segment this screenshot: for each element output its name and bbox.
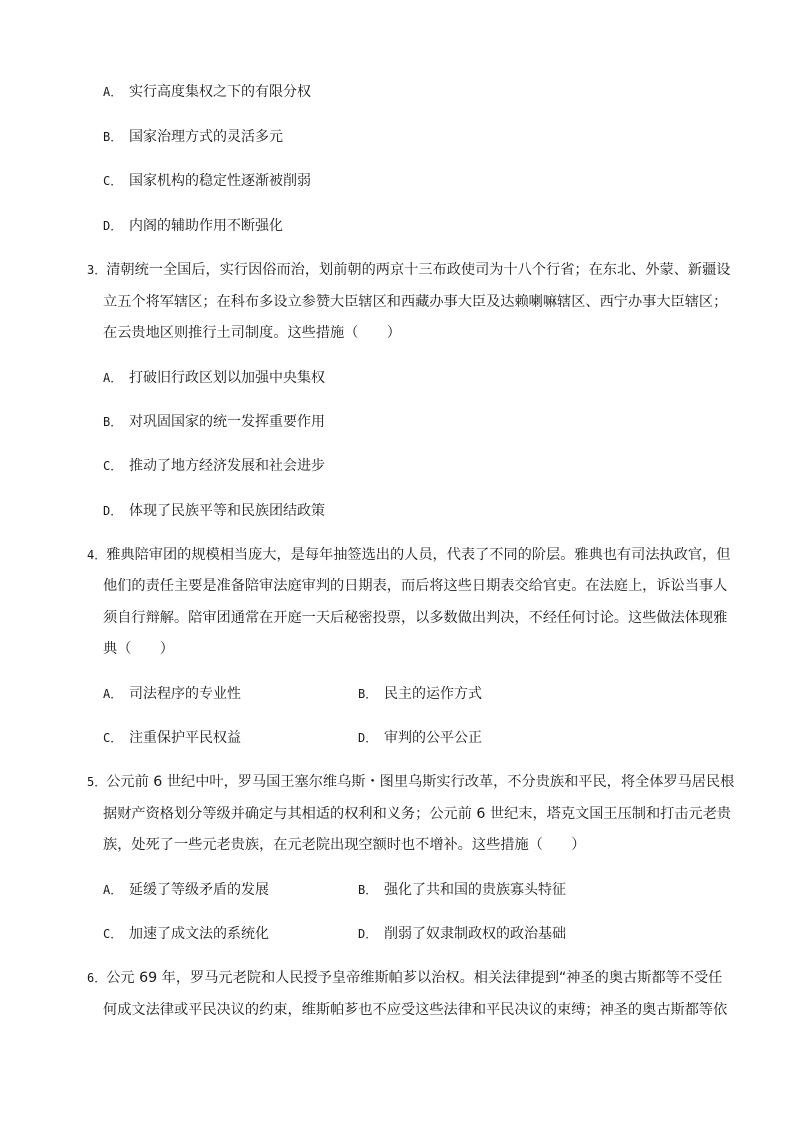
option-letter: C． [103,927,123,941]
option-text: 延缓了等级矛盾的发展 [129,882,269,898]
option-letter: C． [103,174,123,188]
option-text: 打破旧行政区划以加强中央集权 [129,370,325,386]
question-text: 清朝统一全国后，实行因俗而治，划前朝的两京十三布政使司为十八个行省；在东北、外蒙、新疆设 [106,262,731,278]
option-text: 审判的公平公正 [384,730,482,746]
q2-option-d[interactable] [103,216,283,236]
option-text: 国家机构的稳定性逐渐被削弱 [129,173,311,189]
q4-option-c[interactable] [103,728,241,748]
question-line: 典（ ） [103,641,174,657]
question-line [87,545,731,565]
option-letter: B． [358,883,378,897]
option-letter: B． [103,415,123,429]
question-line: 何成文法律或平民决议的约束，维斯帕芗也不应受这些法律和平民决议的束缚；神圣的奥古斯都等依 [103,1002,728,1018]
option-text: 强化了共和国的贵族寡头特征 [384,882,566,898]
q3-option-c[interactable] [103,456,325,476]
q3-option-a[interactable] [103,368,325,388]
option-text: 推动了地方经济发展和社会进步 [129,458,325,474]
option-text: 民主的运作方式 [384,686,482,702]
question-line: 立五个将军辖区；在科布多设立参赞大臣辖区和西藏办事大臣及达赖喇嘛辖区、西宁办事大臣辖区； [103,294,728,310]
question-line: 族，处死了一些元老贵族，在元老院出现空额时也不增补。这些措施（ ） [103,837,586,853]
question-text: 公元前 6 世纪中叶，罗马国王塞尔维乌斯・图里乌斯实行改革，不分贵族和平民，将全体罗马居民根 [106,774,735,790]
option-text: 国家治理方式的灵活多元 [129,129,283,145]
option-letter: B． [358,687,378,701]
option-text: 内阁的辅助作用不断强化 [129,218,283,234]
q3-option-d[interactable] [103,501,325,521]
q5-option-d[interactable] [358,924,566,944]
question-number: 5． [87,775,107,789]
option-letter: A． [103,85,123,99]
option-letter: B． [103,130,123,144]
q5-option-b[interactable] [358,880,566,900]
question-line [87,260,731,280]
option-letter: D． [103,504,123,518]
question-number: 6． [87,971,107,985]
option-text: 加速了成文法的系统化 [129,926,269,942]
question-line: 他们的责任主要是准备陪审法庭审判的日期表，而后将这些日期表交给官吏。在法庭上，诉讼当事人 [103,578,728,594]
question-line: 须自行辩解。陪审团通常在开庭一天后秘密投票，以多数做出判决，不经任何讨论。这些做法体现雅 [103,610,728,626]
option-letter: A． [103,371,123,385]
option-text: 司法程序的专业性 [129,686,241,702]
option-text: 削弱了奴隶制政权的政治基础 [384,926,566,942]
q4-option-d[interactable] [358,728,482,748]
q2-option-c[interactable] [103,171,311,191]
question-line: 在云贵地区则推行土司制度。这些措施（ ） [103,325,401,341]
option-letter: D． [103,219,123,233]
option-letter: C． [103,731,123,745]
question-line [87,968,722,988]
question-line: 据财产资格划分等级并确定与其相适的权利和义务；公元前 6 世纪末，塔克文国王压制和打击元老贵 [103,806,732,822]
option-letter: D． [358,731,378,745]
q2-option-a[interactable] [103,82,311,102]
q4-option-b[interactable] [358,684,482,704]
option-letter: A． [103,883,123,897]
option-text: 对巩固国家的统一发挥重要作用 [129,414,325,430]
option-text: 实行高度集权之下的有限分权 [129,84,311,100]
question-number: 3． [87,263,107,277]
q3-option-b[interactable] [103,412,325,432]
q4-option-a[interactable] [103,684,241,704]
q5-option-c[interactable] [103,924,269,944]
q2-option-b[interactable] [103,127,283,147]
option-letter: A． [103,687,123,701]
question-number: 4． [87,548,107,562]
option-letter: C． [103,459,123,473]
option-text: 体现了民族平等和民族团结政策 [129,503,325,519]
q5-option-a[interactable] [103,880,269,900]
question-text: 雅典陪审团的规模相当庞大，是每年抽签选出的人员，代表了不同的阶层。雅典也有司法执政官，但 [106,547,731,563]
option-text: 注重保护平民权益 [129,730,241,746]
question-line [87,772,734,792]
option-letter: D． [358,927,378,941]
question-text: 公元 69 年，罗马元老院和人民授予皇帝维斯帕芗以治权。相关法律提到“神圣的奥古斯都等不受任 [106,970,723,986]
